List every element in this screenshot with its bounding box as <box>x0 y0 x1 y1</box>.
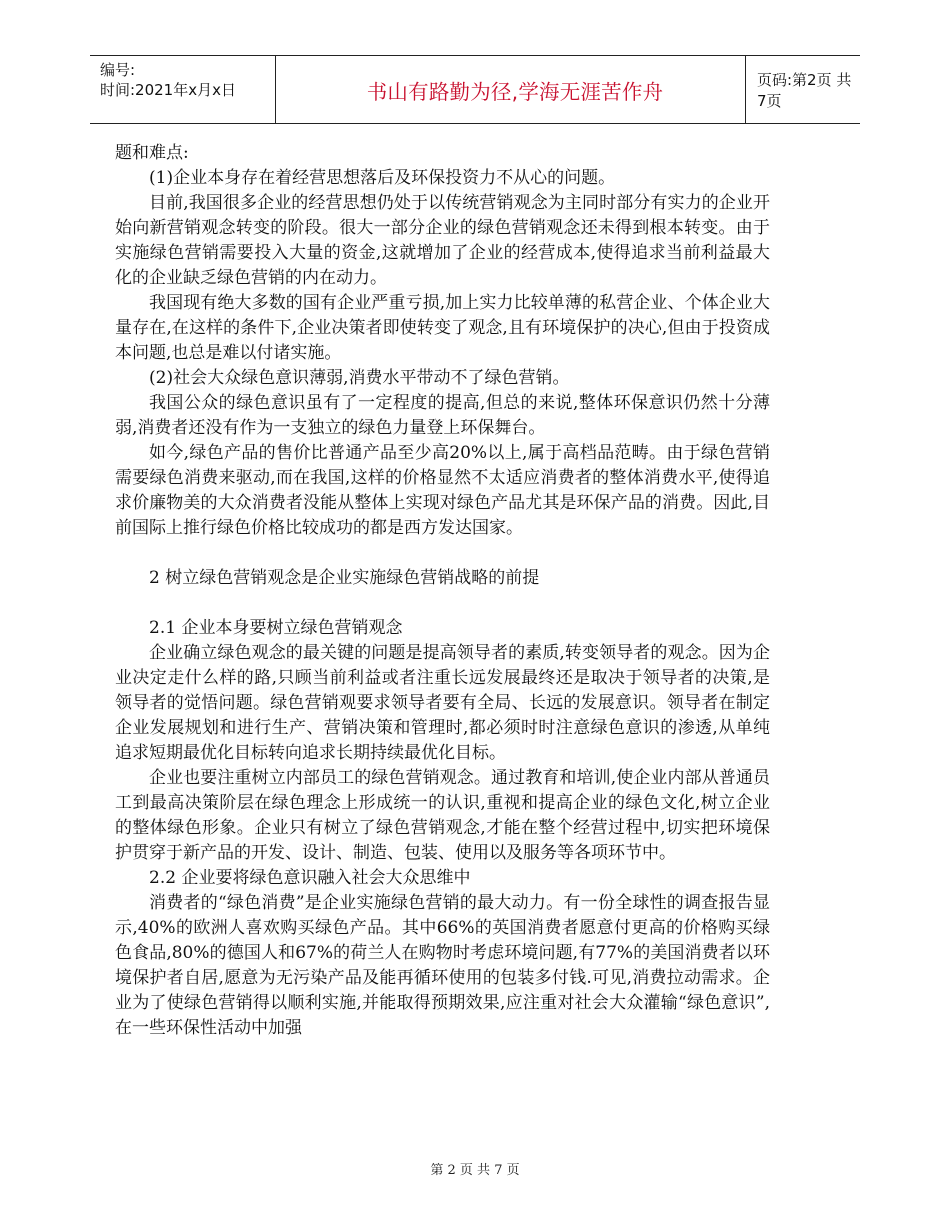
document-date: 时间:2021年x月x日 <box>100 81 236 99</box>
header-page-info: 页码:第2页 共7页 <box>757 70 852 110</box>
page-header <box>90 55 860 124</box>
section-heading: 2 树立绿色营销观念是企业实施绿色营销战略的前提 <box>149 568 540 588</box>
subsection-heading: 2.1 企业本身要树立绿色营销观念 <box>149 618 403 638</box>
paragraph: 我国公众的绿色意识虽有了一定程度的提高,但总的来说,整体环保意识仍然十分薄弱,消费者还没有作为一支独立的绿色力量登上环保舞台。 <box>115 393 770 438</box>
subheading: (1)企业本身存在着经营思想落后及环保投资力不从心的问题。 <box>149 168 616 188</box>
paragraph: 目前,我国很多企业的经营思想仍处于以传统营销观念为主同时部分有实力的企业开始向新营销观念转变的阶段。很大一部分企业的绿色营销观念还未得到根本转变。由于实施绿色营销需要投入大量的资金,这就增加了企业的经营成本,使得追求当前利益最大化的企业缺乏绿色营销的内在动力。 <box>115 193 770 288</box>
header-meta <box>100 60 236 100</box>
paragraph: 企业确立绿色观念的最关键的问题是提高领导者的素质,转变领导者的观念。因为企业决定走什么样的路,只顾当前利益或者注重长远发展最终还是取决于领导者的决策,是领导者的觉悟问题。绿色营销观要求领导者要有全局、长远的发展意识。领导者在制定企业发展规划和进行生产、营销决策和管理时,都必须时时注意绿色意识的渗透,从单纯追求短期最优化目标转向追求长期持续最优化目标。 <box>115 643 770 763</box>
document-body <box>115 141 770 1041</box>
paragraph: 我国现有绝大多数的国有企业严重亏损,加上实力比较单薄的私营企业、个体企业大量存在,在这样的条件下,企业决策者即使转变了观念,且有环境保护的决心,但由于投资成本问题,也总是难以付诸实施。 <box>115 293 770 363</box>
header-motto: 书山有路勤为径,学海无涯苦作舟 <box>366 79 664 104</box>
subsection-heading: 2.2 企业要将绿色意识融入社会大众思维中 <box>149 868 471 888</box>
document-number-label: 编号: <box>100 61 136 79</box>
header-divider <box>275 56 276 123</box>
subheading: (2)社会大众绿色意识薄弱,消费水平带动不了绿色营销。 <box>149 368 570 388</box>
header-divider <box>745 56 746 123</box>
paragraph: 消费者的“绿色消费”是企业实施绿色营销的最大动力。有一份全球性的调查报告显示,40%的欧洲人喜欢购买绿色产品。其中66%的英国消费者愿意付更高的价格购买绿色食品,80%的德国人和67%的荷兰人在购物时考虑环境问题,有77%的美国消费者以环境保护者自居,愿意为无污染产品及能再循环使用的包装多付钱.可见,消费拉动需求。企业为了使绿色营销得以顺利实施,并能取得预期效果,应注重对社会大众灌输“绿色意识”,在一些环保性活动中加强 <box>115 893 770 1038</box>
paragraph: 企业也要注重树立内部员工的绿色营销观念。通过教育和培训,使企业内部从普通员工到最高决策阶层在绿色理念上形成统一的认识,重视和提高企业的绿色文化,树立企业的整体绿色形象。企业只有树立了绿色营销观念,才能在整个经营过程中,切实把环境保护贯穿于新产品的开发、设计、制造、包装、使用以及服务等各项环节中。 <box>115 768 770 863</box>
paragraph: 如今,绿色产品的售价比普通产品至少高20%以上,属于高档品范畴。由于绿色营销需要绿色消费来驱动,而在我国,这样的价格显然不太适应消费者的整体消费水平,使得追求价廉物美的大众消费者没能从整体上实现对绿色产品尤其是环保产品的消费。因此,目前国际上推行绿色价格比较成功的都是西方发达国家。 <box>115 443 770 538</box>
paragraph: 题和难点: <box>115 143 189 163</box>
page-footer: 第 2 页 共 7 页 <box>430 1163 520 1178</box>
